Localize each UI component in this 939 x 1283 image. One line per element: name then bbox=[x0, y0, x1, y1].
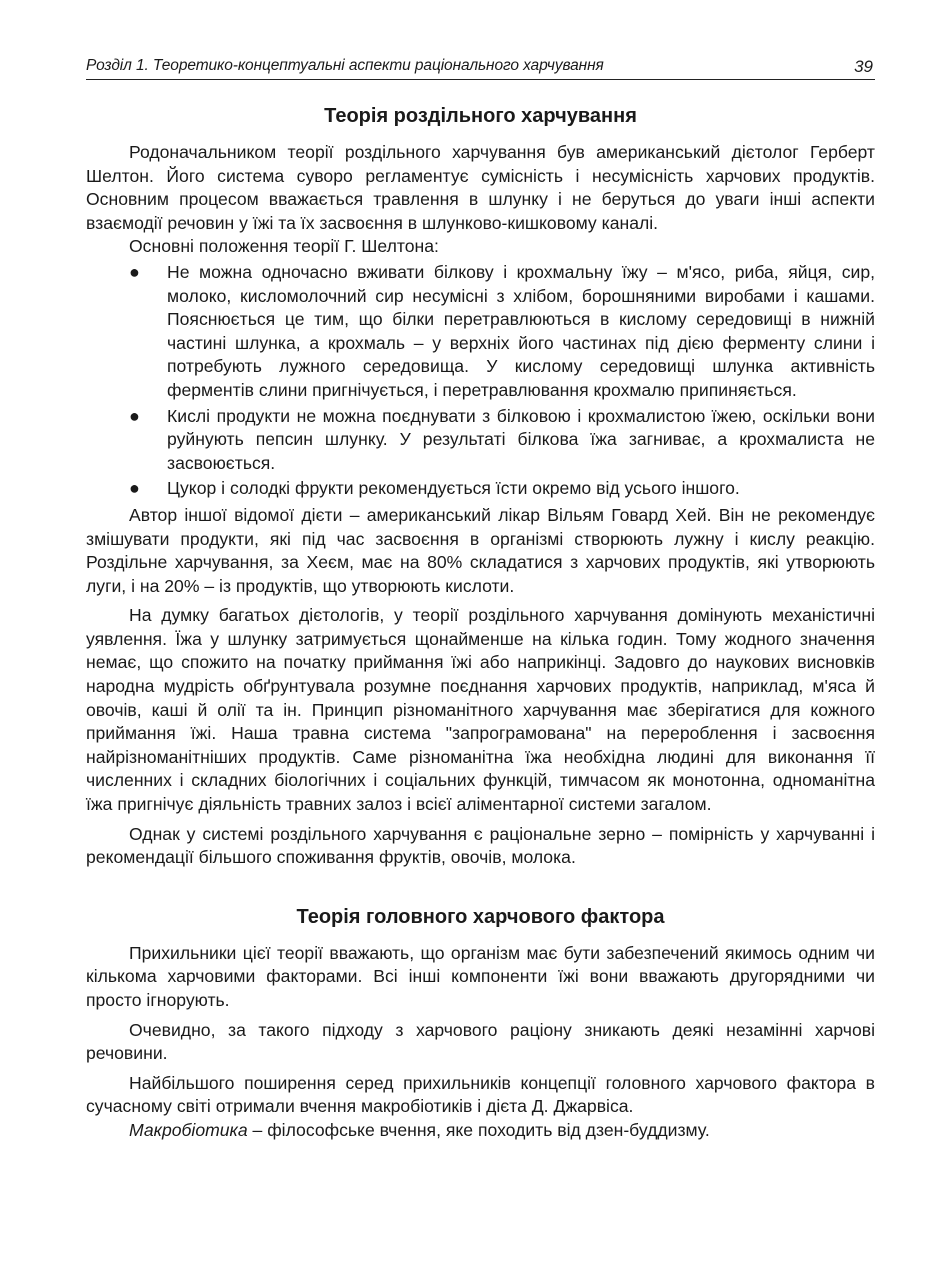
bullet-icon: ● bbox=[129, 478, 140, 499]
list-item-text: Не можна одночасно вживати білкову і крохмальну їжу – м'ясо, риба, яйця, сир, молоко, кисломолочний сир несумісні з хлібом, борошняними виробами і кашами. Пояснюється це тим, що білки перетравлюються в кислому середовищі в нижній частині шлунка, а крохмаль – у верхніх його частинах під дією ферменту слини і потребують лужного середовища. У кислому середовищі шлунка активність ферментів слини пригнічується, і перетравлювання крохмалю припиняється. bbox=[167, 261, 875, 400]
paragraph: Очевидно, за такого підходу з харчового раціону зникають деякі незамінні харчові речовини. bbox=[86, 1019, 875, 1064]
term-macrobiotics: Макробіотика bbox=[129, 1119, 248, 1140]
section-heading-main-food-factor: Теорія головного харчового фактора bbox=[296, 905, 665, 928]
page-number: 39 bbox=[854, 57, 873, 76]
running-header bbox=[86, 55, 875, 80]
section-heading-separate-nutrition: Теорія роздільного харчування bbox=[324, 105, 637, 127]
paragraph: Однак у системі роздільного харчування є раціональне зерно – помірність у харчуванні і рекомендації більшого споживання фруктів, овочів, молока. bbox=[86, 823, 875, 868]
list-item bbox=[86, 261, 875, 403]
list-item bbox=[86, 405, 875, 476]
paragraph: Прихильники цієї теорії вважають, що організм має бути забезпечений якимось одним чи кількома харчовими факторами. Всі інші компоненти їжі вони вважають другорядними чи просто ігнорують. bbox=[86, 942, 875, 1010]
paragraph: Основні положення теорії Г. Шелтона: bbox=[129, 236, 439, 257]
list-item bbox=[86, 477, 875, 501]
bullet-list bbox=[86, 261, 875, 501]
paragraph bbox=[86, 1119, 875, 1143]
bullet-icon: ● bbox=[129, 405, 140, 426]
paragraph-text: – філософське вчення, яке походить від дзен-буддизму. bbox=[247, 1119, 710, 1140]
paragraph: Найбільшого поширення серед прихильників концепції головного харчового фактора в сучасному світі отримали вчення макробіотиків і дієта Д. Джарвіса. bbox=[86, 1072, 875, 1117]
list-item-text: Цукор і солодкі фрукти рекомендується їсти окремо від усього іншого. bbox=[167, 478, 740, 499]
running-title: Розділ 1. Теоретико-концептуальні аспекти раціонального харчування bbox=[86, 57, 604, 74]
bullet-icon: ● bbox=[129, 261, 140, 282]
page-body bbox=[86, 103, 875, 1143]
paragraph: Родоначальником теорії роздільного харчування був американський дієтолог Герберт Шелтон. Його система суворо регламентує сумісність і несумісність харчових продуктів. Основним процесом вважається травлення в шлунку і не беруться до уваги інші аспекти взаємодії речовин у їжі та їх засвоєння в шлунково-кишковому каналі. bbox=[86, 142, 875, 233]
paragraph: Автор іншої відомої дієти – американський лікар Вільям Говард Хей. Він не рекомендує змішувати продукти, які під час засвоєння в організмі створюють лужну і кислу реакцію. Роздільне харчування, за Хеєм, має на 80% складатися з харчових продуктів, які утворюють луги, і на 20% – із продуктів, що утворюють кислоти. bbox=[86, 504, 875, 596]
paragraph: На думку багатьох дієтологів, у теорії роздільного харчування домінують механістичні уявлення. Їжа у шлунку затримується щонайменше на кілька годин. Тому жодного значення немає, що спожито на початку приймання їжі або наприкінці. Задовго до наукових висновків народна мудрість обґрунтувала розумне поєднання харчових продуктів, наприклад, м'яса й овочів, каші й олії та ін. Принцип різноманітного харчування має зберігатися для кожного приймання їжі. Наша травна система "запрограмована" на перероблення і засвоєння найрізноманітніших продуктів. Саме різноманітна їжа необхідна людині для виконання її численних і складних біологічних і соціальних функцій, тимчасом як монотонна, одноманітна їжа пригнічує діяльність травних залоз і всієї аліментарної системи загалом. bbox=[86, 605, 875, 815]
list-item-text: Кислі продукти не можна поєднувати з білковою і крохмалистою їжею, оскільки вони руйнують пепсин шлунку. У результаті білкова їжа загниває, а крохмалиста не засвоюється. bbox=[167, 405, 875, 473]
